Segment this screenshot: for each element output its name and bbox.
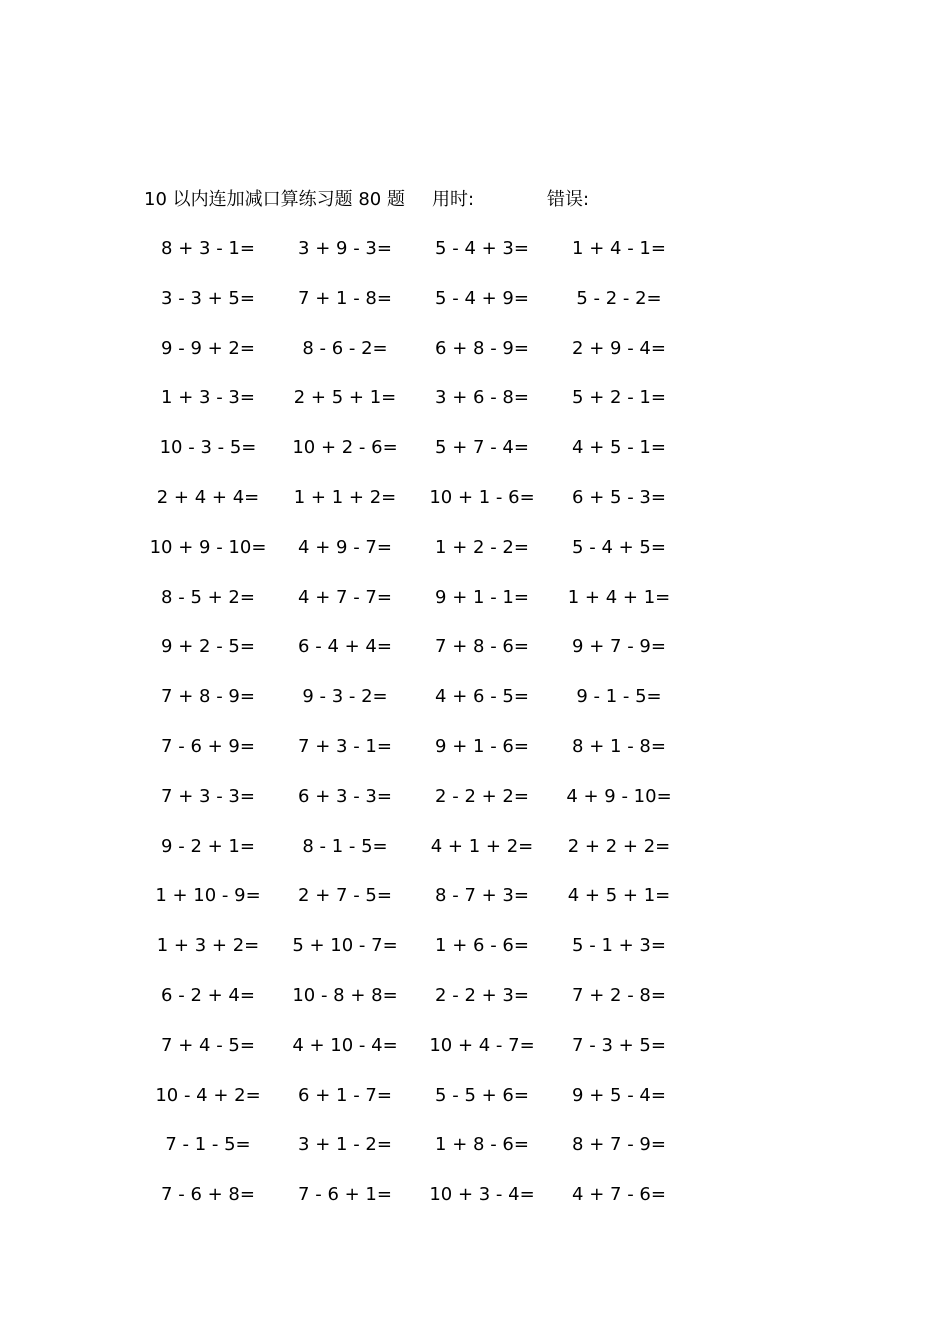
math-problem: 7 + 8 - 9= <box>161 686 255 708</box>
math-problem: 3 + 6 - 8= <box>435 387 529 409</box>
math-problem: 8 - 1 - 5= <box>302 835 388 857</box>
math-problem: 9 + 1 - 1= <box>435 586 529 608</box>
problem-row <box>148 484 708 534</box>
math-problem: 5 - 4 + 5= <box>572 536 666 558</box>
math-problem: 5 - 4 + 9= <box>435 287 529 309</box>
math-problem: 8 + 7 - 9= <box>572 1134 666 1156</box>
math-problem: 7 + 8 - 6= <box>435 636 529 658</box>
math-problem: 9 - 9 + 2= <box>161 337 255 359</box>
math-problem: 5 + 7 - 4= <box>435 437 529 459</box>
math-problem: 1 + 8 - 6= <box>435 1134 529 1156</box>
math-problem: 4 + 7 - 6= <box>572 1184 666 1206</box>
math-problem: 10 + 1 - 6= <box>429 486 535 508</box>
math-problem: 7 + 1 - 8= <box>298 287 392 309</box>
math-problem: 10 + 9 - 10= <box>149 536 267 558</box>
math-problem: 6 - 4 + 4= <box>298 636 392 658</box>
math-problem: 2 - 2 + 2= <box>435 785 529 807</box>
math-problem: 8 + 1 - 8= <box>572 735 666 757</box>
math-problem: 3 + 9 - 3= <box>298 238 392 259</box>
problem-row <box>148 1032 708 1082</box>
math-problem: 6 + 1 - 7= <box>298 1084 392 1106</box>
math-problem: 9 + 1 - 6= <box>435 735 529 757</box>
math-problem: 8 - 5 + 2= <box>161 586 255 608</box>
math-problem: 9 - 2 + 1= <box>161 835 255 857</box>
math-problem: 2 + 4 + 4= <box>156 486 260 508</box>
math-problem: 1 + 6 - 6= <box>435 935 529 957</box>
math-problem: 2 + 7 - 5= <box>298 885 392 907</box>
math-problem: 3 - 3 + 5= <box>161 287 255 309</box>
math-problem: 4 + 6 - 5= <box>435 686 529 708</box>
math-problem: 3 + 1 - 2= <box>298 1134 392 1156</box>
math-problem: 4 + 9 - 10= <box>566 785 672 807</box>
problem-grid <box>148 235 708 1231</box>
math-problem: 9 - 3 - 2= <box>302 686 388 708</box>
math-problem: 7 + 3 - 3= <box>161 785 255 807</box>
math-problem: 9 + 7 - 9= <box>572 636 666 658</box>
problem-row <box>148 783 708 833</box>
math-problem: 1 + 4 + 1= <box>567 586 671 608</box>
math-problem: 5 - 1 + 3= <box>572 935 666 957</box>
math-problem: 9 - 1 - 5= <box>576 686 662 708</box>
math-problem: 6 + 8 - 9= <box>435 337 529 359</box>
math-problem: 1 + 1 + 2= <box>293 486 397 508</box>
math-problem: 6 + 5 - 3= <box>572 486 666 508</box>
math-problem: 10 + 2 - 6= <box>292 437 398 459</box>
math-problem: 4 + 9 - 7= <box>298 536 392 558</box>
math-problem: 5 - 2 - 2= <box>576 287 662 309</box>
math-problem: 7 - 6 + 9= <box>161 735 255 757</box>
math-problem: 9 + 2 - 5= <box>161 636 255 658</box>
math-problem: 7 + 4 - 5= <box>161 1034 255 1056</box>
problem-row <box>148 534 708 584</box>
problem-row <box>148 1082 708 1132</box>
math-problem: 2 - 2 + 3= <box>435 984 529 1006</box>
math-problem: 4 + 7 - 7= <box>298 586 392 608</box>
math-problem: 7 + 2 - 8= <box>572 984 666 1006</box>
problem-row <box>148 434 708 484</box>
problem-row <box>148 235 708 285</box>
math-problem: 5 - 5 + 6= <box>435 1084 529 1106</box>
problem-row <box>148 384 708 434</box>
worksheet-header <box>144 186 764 214</box>
problem-row <box>148 833 708 883</box>
math-problem: 10 - 4 + 2= <box>155 1084 261 1106</box>
worksheet-title: 10 以内连加减口算练习题 80 题 <box>144 189 405 210</box>
math-problem: 9 + 5 - 4= <box>572 1084 666 1106</box>
math-problem: 8 - 6 - 2= <box>302 337 388 359</box>
math-problem: 2 + 9 - 4= <box>572 337 666 359</box>
math-problem: 8 - 7 + 3= <box>435 885 529 907</box>
math-problem: 10 + 3 - 4= <box>429 1184 535 1206</box>
problem-row <box>148 932 708 982</box>
math-problem: 10 - 8 + 8= <box>292 984 398 1006</box>
math-problem: 4 + 10 - 4= <box>292 1034 398 1056</box>
math-problem: 10 + 4 - 7= <box>429 1034 535 1056</box>
math-problem: 4 + 5 - 1= <box>572 437 666 459</box>
math-problem: 7 + 3 - 1= <box>298 735 392 757</box>
math-problem: 7 - 6 + 8= <box>161 1184 255 1206</box>
problem-row <box>148 683 708 733</box>
math-problem: 8 + 3 - 1= <box>161 238 255 259</box>
math-problem: 4 + 1 + 2= <box>430 835 534 857</box>
error-label: 错误: <box>547 189 590 210</box>
math-problem: 7 - 1 - 5= <box>165 1134 251 1156</box>
time-label: 用时: <box>432 189 475 210</box>
math-problem: 1 + 10 - 9= <box>155 885 261 907</box>
math-problem: 6 + 3 - 3= <box>298 785 392 807</box>
math-problem: 2 + 5 + 1= <box>293 387 397 409</box>
math-problem: 5 + 10 - 7= <box>292 935 398 957</box>
math-problem: 5 + 2 - 1= <box>572 387 666 409</box>
math-problem: 1 + 2 - 2= <box>435 536 529 558</box>
problem-row <box>148 285 708 335</box>
problem-row <box>148 584 708 634</box>
math-problem: 2 + 2 + 2= <box>567 835 671 857</box>
problem-row <box>148 1131 708 1181</box>
math-problem: 1 + 3 - 3= <box>161 387 255 409</box>
math-problem: 4 + 5 + 1= <box>567 885 671 907</box>
math-problem: 6 - 2 + 4= <box>161 984 255 1006</box>
problem-row <box>148 335 708 385</box>
math-problem: 7 - 6 + 1= <box>298 1184 392 1206</box>
math-problem: 1 + 4 - 1= <box>572 238 666 259</box>
problem-row <box>148 1181 708 1231</box>
math-problem: 7 - 3 + 5= <box>572 1034 666 1056</box>
math-problem: 5 - 4 + 3= <box>435 238 529 259</box>
math-problem: 10 - 3 - 5= <box>159 437 257 459</box>
problem-row <box>148 733 708 783</box>
problem-row <box>148 882 708 932</box>
problem-row <box>148 633 708 683</box>
math-problem: 1 + 3 + 2= <box>156 935 260 957</box>
problem-row <box>148 982 708 1032</box>
